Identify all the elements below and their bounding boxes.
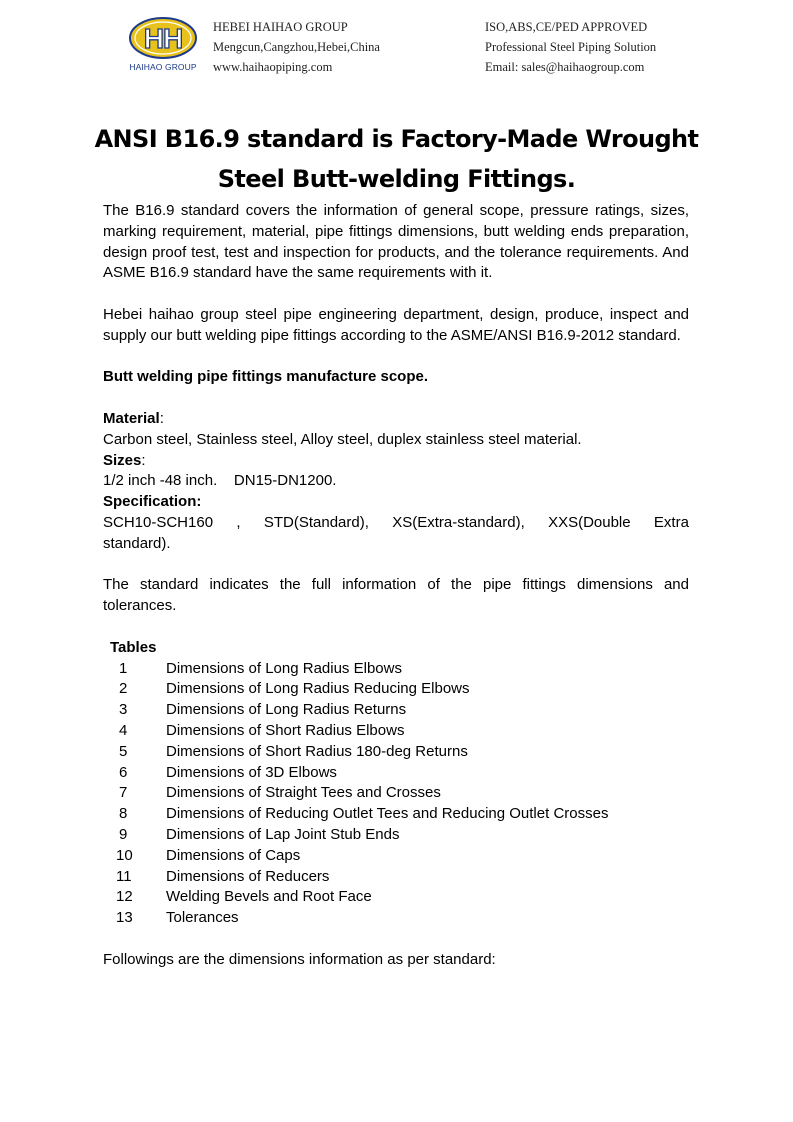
specification-label: Specification: xyxy=(103,493,202,511)
table-title: Tolerances xyxy=(166,909,239,927)
table-title: Welding Bevels and Root Face xyxy=(166,888,372,906)
table-title: Dimensions of Long Radius Elbows xyxy=(166,659,402,677)
list-item xyxy=(110,804,689,825)
table-number: 9 xyxy=(119,825,128,843)
table-number: 8 xyxy=(119,805,128,823)
list-item xyxy=(110,659,689,680)
company-address: Mengcun,Cangzhou,Hebei,China xyxy=(213,40,380,54)
document-body xyxy=(103,201,689,970)
intro-paragraph: The B16.9 standard covers the information of general scope, pressure ratings, sizes, marking requirement, material, pipe fittings dimensions, butt welding ends preparation, design proof test, test and inspection for products, and the tolerance requirements. And ASME B16.9 standard have the same requirements with it. xyxy=(103,202,689,282)
standard-note: The standard indicates the full information of the pipe fittings dimensions and tolerances. xyxy=(103,576,689,615)
tables-heading: Tables xyxy=(110,638,157,656)
sizes-label: Sizes xyxy=(103,451,142,469)
haihao-logo-icon xyxy=(124,14,202,62)
page-title xyxy=(80,119,713,199)
sizes-label-line: Sizes: xyxy=(103,451,146,469)
list-item xyxy=(110,887,689,908)
list-item xyxy=(110,763,689,784)
list-item xyxy=(110,783,689,804)
table-number: 2 xyxy=(119,680,128,698)
list-item xyxy=(110,679,689,700)
list-item xyxy=(110,742,689,763)
company-info xyxy=(213,17,380,77)
spec-value-2: , xyxy=(236,513,241,531)
table-title: Dimensions of Straight Tees and Crosses xyxy=(166,784,441,802)
table-title: Dimensions of Long Radius Returns xyxy=(166,701,407,719)
table-number: 1 xyxy=(119,659,128,677)
table-title: Dimensions of Lap Joint Stub Ends xyxy=(166,825,400,843)
table-number: 5 xyxy=(119,742,128,760)
table-title: Dimensions of Reducing Outlet Tees and Reducing Outlet Crosses xyxy=(166,805,609,823)
list-item xyxy=(110,700,689,721)
spec-value-4: XS(Extra-standard), xyxy=(392,513,525,531)
table-number: 11 xyxy=(116,867,132,885)
table-number: 12 xyxy=(116,888,133,906)
company-credentials xyxy=(485,17,656,77)
specification-values xyxy=(103,513,689,534)
table-title: Dimensions of Short Radius Elbows xyxy=(166,721,405,739)
tagline: Professional Steel Piping Solution xyxy=(485,40,657,54)
letterhead xyxy=(0,0,793,90)
sizes-value: 1/2 inch -48 inch. DN15-DN1200. xyxy=(103,472,337,490)
company-website-link[interactable]: www.haihaopiping.com xyxy=(213,60,333,74)
table-title: Dimensions of Short Radius 180-deg Returns xyxy=(166,742,468,760)
company-email-link[interactable]: Email: sales@haihaogroup.com xyxy=(485,60,645,74)
table-number: 4 xyxy=(119,721,128,739)
material-value: Carbon steel, Stainless steel, Alloy steel, duplex stainless steel material. xyxy=(103,430,582,448)
table-title: Dimensions of Caps xyxy=(166,846,301,864)
list-item xyxy=(110,908,689,929)
specification-continuation: standard). xyxy=(103,534,171,552)
spec-value-5: XXS(Double xyxy=(548,513,631,531)
approvals: ISO,ABS,CE/PED APPROVED xyxy=(485,20,648,34)
spec-value-6: Extra xyxy=(653,513,689,531)
list-item xyxy=(110,846,689,867)
scope-heading: Butt welding pipe fittings manufacture scope. xyxy=(103,368,429,386)
table-number: 7 xyxy=(119,784,128,802)
table-number: 6 xyxy=(119,763,128,781)
table-title: Dimensions of Reducers xyxy=(166,867,330,885)
list-item xyxy=(110,825,689,846)
spec-value-3: STD(Standard), xyxy=(263,513,369,531)
material-label-line: Material: xyxy=(103,409,164,427)
title-line-1: ANSI B16.9 standard is Factory-Made Wrought xyxy=(94,125,699,153)
haihao-logo xyxy=(124,14,202,76)
closing-line: Followings are the dimensions information as per standard: xyxy=(103,950,496,968)
list-item xyxy=(110,867,689,888)
table-number: 10 xyxy=(116,846,133,864)
logo-caption: HAIHAO GROUP xyxy=(129,62,197,72)
tables-list xyxy=(110,638,689,929)
material-label: Material xyxy=(103,409,160,427)
table-number: 3 xyxy=(119,701,128,719)
logo-letters: HH xyxy=(143,23,183,54)
company-paragraph: Hebei haihao group steel pipe engineering department, design, produce, inspect and supply our butt welding pipe fittings according to the ASME/ANSI B16.9-2012 standard. xyxy=(103,305,689,344)
list-item xyxy=(110,721,689,742)
table-title: Dimensions of Long Radius Reducing Elbows xyxy=(166,680,470,698)
title-line-2: Steel Butt-welding Fittings. xyxy=(217,165,576,193)
spec-value-1: SCH10-SCH160 xyxy=(103,513,214,531)
company-name: HEBEI HAIHAO GROUP xyxy=(213,20,348,34)
table-title: Dimensions of 3D Elbows xyxy=(166,763,337,781)
table-number: 13 xyxy=(116,909,133,927)
